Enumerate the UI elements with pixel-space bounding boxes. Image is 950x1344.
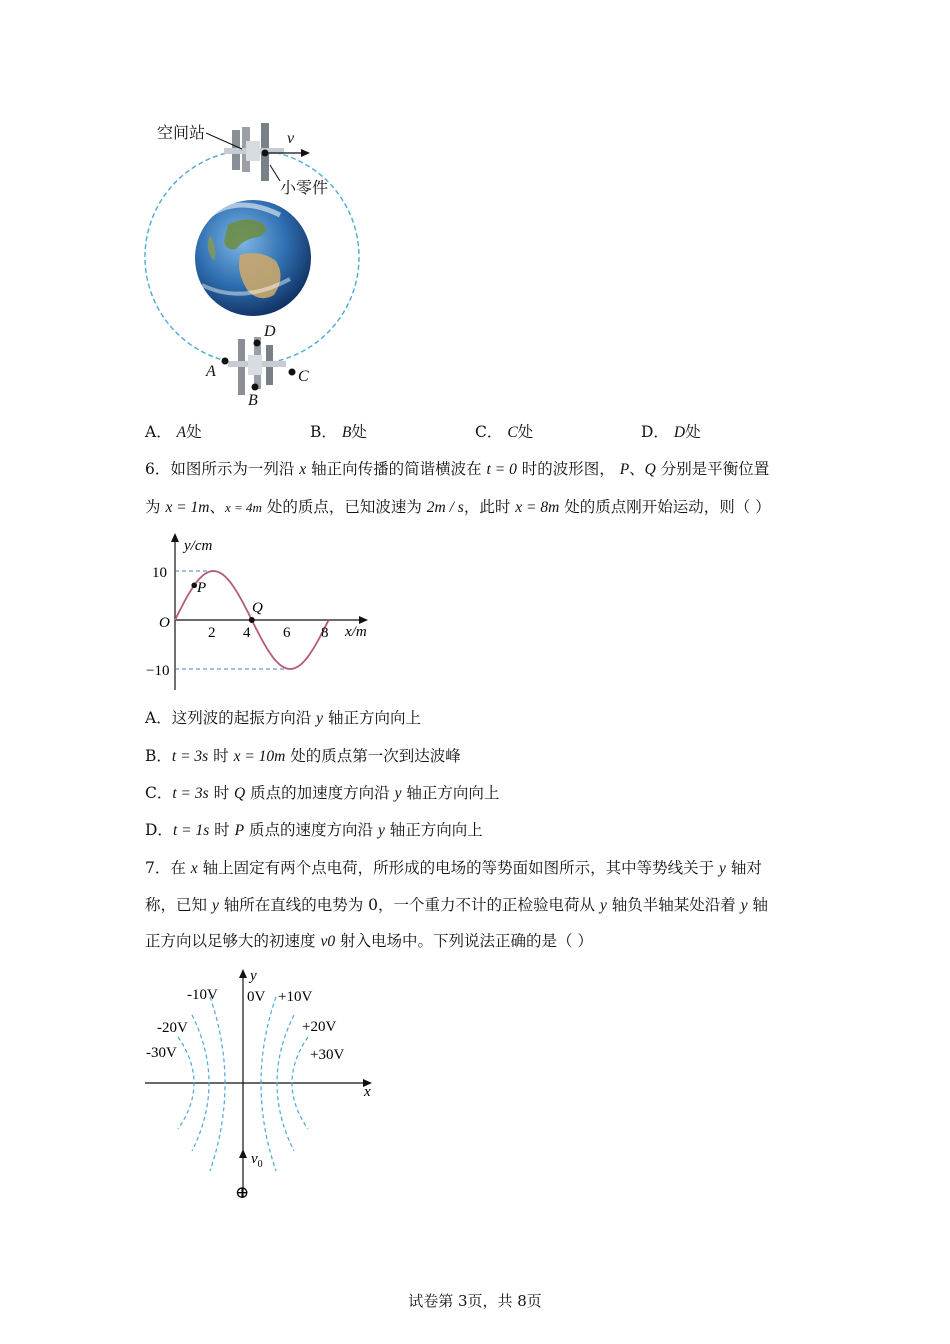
earth-icon xyxy=(195,200,311,316)
y-axis-label: y/cm xyxy=(184,538,213,554)
q5-option-c[interactable]: C． C处 xyxy=(475,423,534,441)
q6-option-a[interactable]: A．这列波的起振方向沿 y 轴正方向向上 xyxy=(145,709,421,727)
axis-y-label: y xyxy=(250,968,257,984)
origin-label: O xyxy=(159,615,170,631)
q6-stem-line1: 6．如图所示为一列沿 x 轴正向传播的简谐横波在 t = 0 时的波形图， P、Q 分别是平衡位置 xyxy=(145,460,770,478)
label-plus20V: +20V xyxy=(302,1019,337,1035)
wave-y-axis-arrow xyxy=(171,533,179,542)
label-small-part: 小零件 xyxy=(280,178,329,197)
wave-x-axis-arrow xyxy=(359,616,368,624)
q7-stem-line3: 正方向以足够大的初速度 v0 射入电场中。下列说法正确的是（ ） xyxy=(145,932,593,950)
label-minus30V: -30V xyxy=(146,1045,177,1061)
q7-stem-line2: 称，已知 y 轴所在直线的电势为 0，一个重力不计的正检验电荷从 y 轴负半轴某处沿着 y 轴 xyxy=(145,896,769,914)
q6-option-b[interactable]: B．t = 3s 时 x = 10m 处的质点第一次到达波峰 xyxy=(145,747,461,765)
y-tick-10: 10 xyxy=(152,565,167,581)
v0-label: $v_0$ xyxy=(251,1151,263,1170)
label-point-B: B xyxy=(248,392,258,409)
equipotential-figure xyxy=(140,965,390,1210)
P-label: P xyxy=(197,580,207,596)
q6-option-c[interactable]: C．t = 3s 时 Q 质点的加速度方向沿 y 轴正方向向上 xyxy=(145,784,500,802)
point-D-dot xyxy=(254,340,261,347)
label-plus30V: +30V xyxy=(310,1047,345,1063)
q5-option-a[interactable]: A． A处 xyxy=(145,423,202,441)
x-tick-2: 2 xyxy=(208,625,216,641)
label-station: 空间站 xyxy=(157,123,206,142)
x-axis-label: x/m xyxy=(345,624,367,640)
q5-option-b[interactable]: B． B处 xyxy=(310,423,367,441)
label-minus10V: -10V xyxy=(187,987,218,1003)
space-station-figure xyxy=(140,115,380,415)
q6-option-d[interactable]: D．t = 1s 时 P 质点的速度方向沿 y 轴正方向向上 xyxy=(145,821,483,839)
label-minus20V: -20V xyxy=(157,1020,188,1036)
x-tick-6: 6 xyxy=(283,625,291,641)
x-tick-8: 8 xyxy=(321,625,329,641)
label-0V: 0V xyxy=(247,989,266,1005)
label-point-C: C xyxy=(298,368,309,385)
q6-stem-line2: 为 x = 1m、x = 4m 处的质点，已知波速为 2m / s，此时 x = 8m 处的质点刚开始运动，则（ ） xyxy=(145,498,771,516)
q7-stem-line1: 7．在 x 轴上固定有两个点电荷，所形成的电场的等势面如图所示，其中等势线关于 y 轴对 xyxy=(145,859,762,877)
wave-chart xyxy=(140,530,390,695)
page-footer: 试卷第 3页，共 8页 xyxy=(408,1292,542,1310)
label-point-D: D xyxy=(264,323,276,340)
x-tick-4: 4 xyxy=(243,625,251,641)
y-tick-minus10: −10 xyxy=(146,663,170,679)
label-point-A: A xyxy=(206,363,216,380)
positive-charge-icon: ⊕ xyxy=(235,1183,250,1202)
axis-x-label: x xyxy=(364,1084,371,1100)
point-C-dot xyxy=(289,369,296,376)
v0-arrow xyxy=(239,1149,247,1158)
label-v: v xyxy=(287,130,295,147)
point-B-dot xyxy=(252,384,259,391)
point-A-dot xyxy=(222,358,229,365)
Q-label: Q xyxy=(252,600,263,616)
q5-option-d[interactable]: D． D处 xyxy=(641,423,701,441)
field-y-axis-arrow xyxy=(239,969,247,978)
point-Q-dot xyxy=(249,617,255,623)
label-plus10V: +10V xyxy=(278,989,313,1005)
